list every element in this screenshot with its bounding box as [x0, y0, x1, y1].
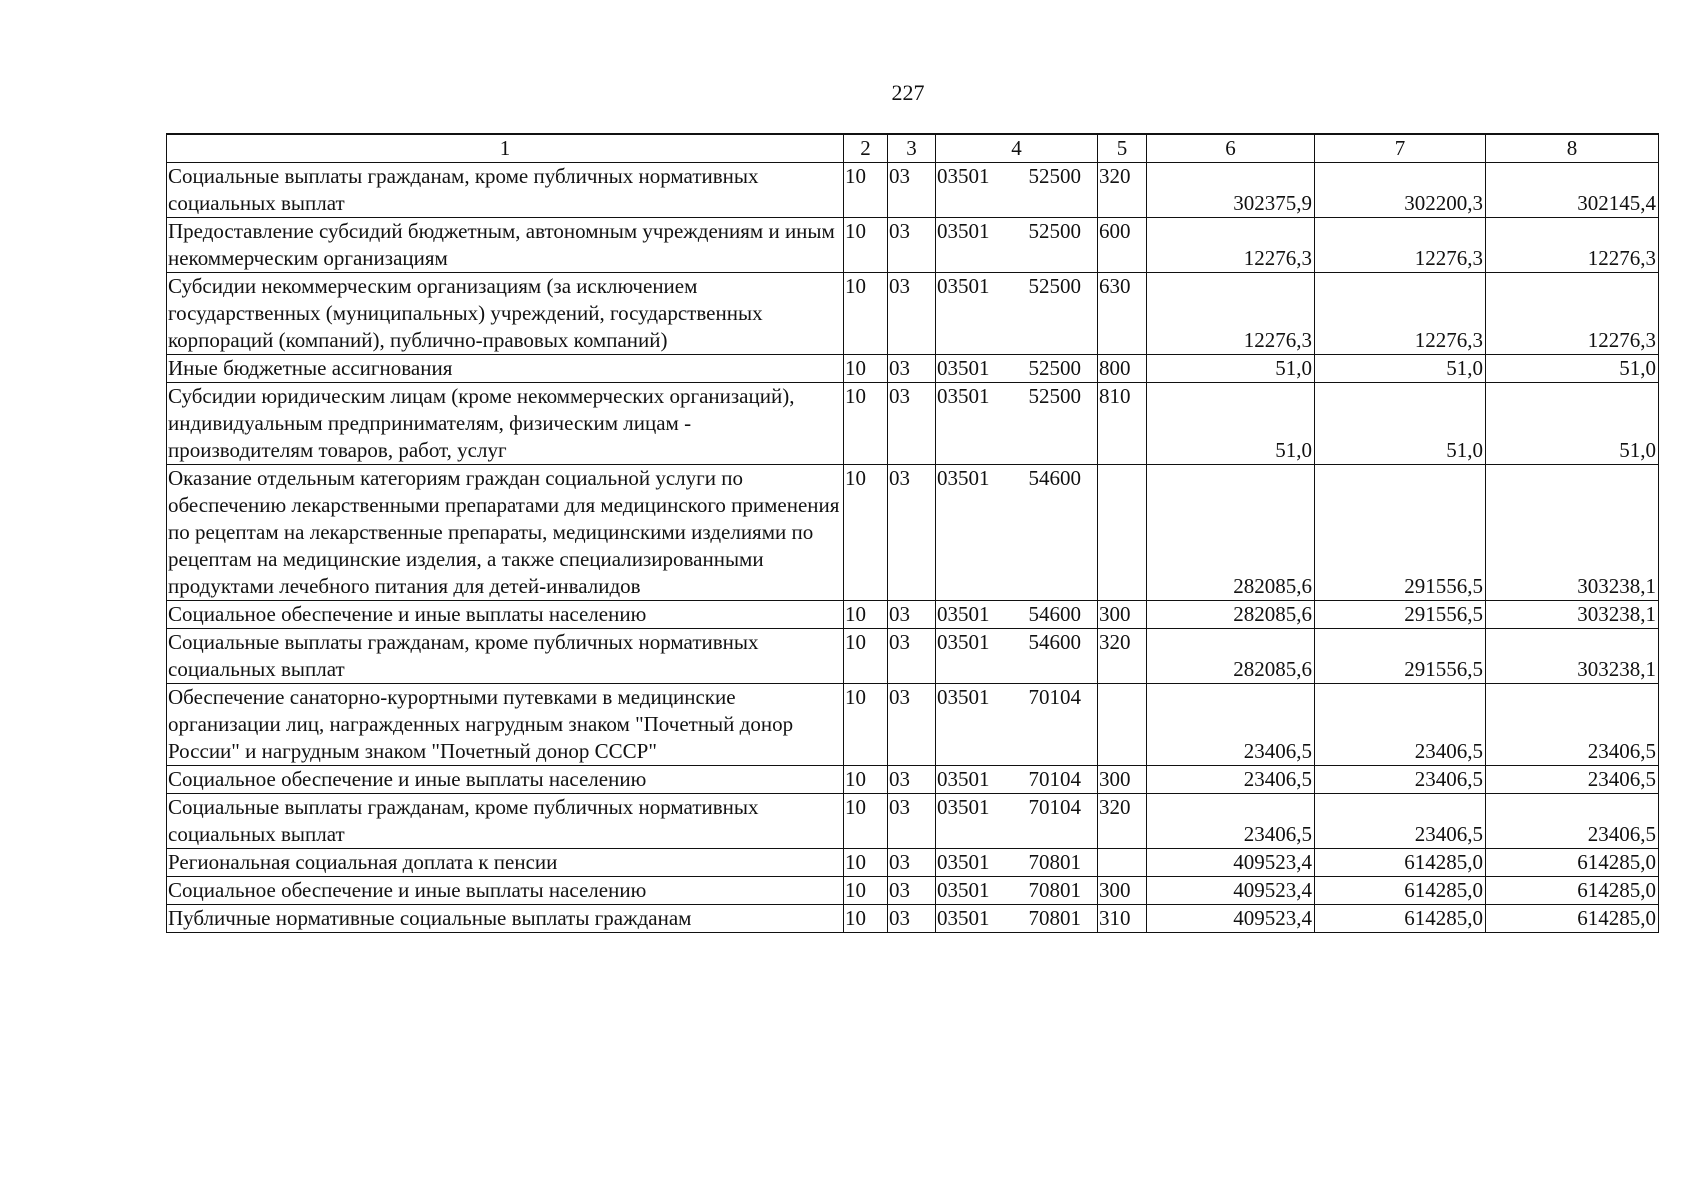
target-article-wrap — [937, 877, 1095, 904]
target-article-code — [936, 163, 1098, 218]
expense-type-code: 320 — [1098, 163, 1147, 218]
amount-col6: 23406,5 — [1147, 684, 1315, 766]
program-code: 03501 — [937, 906, 990, 930]
program-code: 03501 — [937, 795, 990, 819]
table-row — [167, 794, 1659, 849]
subsection-code: 03 — [888, 273, 936, 355]
amount-col7: 51,0 — [1315, 355, 1486, 383]
target-article-code — [936, 383, 1098, 465]
section-code: 10 — [844, 877, 888, 905]
amount-col8: 12276,3 — [1486, 273, 1659, 355]
row-name: Субсидии некоммерческим организациям (за исключением государственных (муниципальных) учреждений, государственных корпораций (компаний), публично-правовых компаний) — [167, 273, 844, 355]
table-row — [167, 355, 1659, 383]
target-article-code — [936, 794, 1098, 849]
program-code: 03501 — [937, 219, 990, 243]
expense-type-code — [1098, 849, 1147, 877]
expense-type-code: 300 — [1098, 601, 1147, 629]
table-row — [167, 629, 1659, 684]
program-code: 03501 — [937, 767, 990, 791]
amount-col6: 51,0 — [1147, 383, 1315, 465]
table-row — [167, 465, 1659, 601]
target-article-code — [936, 684, 1098, 766]
subsection-code: 03 — [888, 629, 936, 684]
subsection-code: 03 — [888, 383, 936, 465]
target-article-wrap — [937, 383, 1095, 410]
section-code: 10 — [844, 218, 888, 273]
direction-code: 70104 — [1028, 795, 1081, 819]
amount-col6: 12276,3 — [1147, 218, 1315, 273]
amount-col7: 23406,5 — [1315, 794, 1486, 849]
header-row — [167, 134, 1659, 163]
expense-type-code: 320 — [1098, 629, 1147, 684]
row-name: Оказание отдельным категориям граждан социальной услуги по обеспечению лекарственными препаратами для медицинского применения по рецептам на лекарственные препараты, медицинскими изделиями по рецептам на медицинские изделия, а также специализированными продуктами лечебного питания для детей-инвалидов — [167, 465, 844, 601]
table-row — [167, 766, 1659, 794]
target-article-code — [936, 849, 1098, 877]
amount-col7: 291556,5 — [1315, 465, 1486, 601]
page-number: 227 — [891, 80, 925, 105]
direction-code: 70104 — [1028, 767, 1081, 791]
amount-col8: 303238,1 — [1486, 629, 1659, 684]
target-article-wrap — [937, 684, 1095, 711]
amount-col6: 409523,4 — [1147, 877, 1315, 905]
program-code: 03501 — [937, 274, 990, 298]
header-cell: 3 — [888, 134, 936, 163]
row-name: Иные бюджетные ассигнования — [167, 355, 844, 383]
amount-col7: 291556,5 — [1315, 601, 1486, 629]
header-cell: 8 — [1486, 134, 1659, 163]
row-name: Субсидии юридическим лицам (кроме некоммерческих организаций), индивидуальным предпринимателям, физическим лицам - производителям товаров, работ, услуг — [167, 383, 844, 465]
expense-type-code: 300 — [1098, 877, 1147, 905]
row-name: Предоставление субсидий бюджетным, автономным учреждениям и иным некоммерческим организациям — [167, 218, 844, 273]
header-cell: 2 — [844, 134, 888, 163]
amount-col8: 12276,3 — [1486, 218, 1659, 273]
section-code: 10 — [844, 465, 888, 601]
section-code: 10 — [844, 766, 888, 794]
subsection-code: 03 — [888, 465, 936, 601]
amount-col7: 12276,3 — [1315, 218, 1486, 273]
target-article-code — [936, 218, 1098, 273]
amount-col7: 51,0 — [1315, 383, 1486, 465]
amount-col7: 302200,3 — [1315, 163, 1486, 218]
target-article-code — [936, 465, 1098, 601]
subsection-code: 03 — [888, 905, 936, 933]
amount-col6: 23406,5 — [1147, 766, 1315, 794]
amount-col8: 303238,1 — [1486, 601, 1659, 629]
amount-col8: 302145,4 — [1486, 163, 1659, 218]
table-row — [167, 849, 1659, 877]
program-code: 03501 — [937, 630, 990, 654]
direction-code: 70104 — [1028, 685, 1081, 709]
expense-type-code — [1098, 684, 1147, 766]
header-cell: 6 — [1147, 134, 1315, 163]
target-article-code — [936, 905, 1098, 933]
amount-col6: 302375,9 — [1147, 163, 1315, 218]
amount-col6: 23406,5 — [1147, 794, 1315, 849]
section-code: 10 — [844, 601, 888, 629]
amount-col8: 23406,5 — [1486, 684, 1659, 766]
direction-code: 52500 — [1028, 219, 1081, 243]
section-code: 10 — [844, 905, 888, 933]
program-code: 03501 — [937, 164, 990, 188]
target-article-code — [936, 877, 1098, 905]
amount-col7: 614285,0 — [1315, 905, 1486, 933]
table-row — [167, 684, 1659, 766]
amount-col7: 614285,0 — [1315, 849, 1486, 877]
header-cell: 1 — [167, 134, 844, 163]
direction-code: 54600 — [1028, 630, 1081, 654]
subsection-code: 03 — [888, 877, 936, 905]
amount-col8: 614285,0 — [1486, 905, 1659, 933]
budget-table — [166, 133, 1659, 933]
target-article-wrap — [937, 794, 1095, 821]
table-row — [167, 877, 1659, 905]
target-article-wrap — [937, 273, 1095, 300]
table-row — [167, 273, 1659, 355]
section-code: 10 — [844, 629, 888, 684]
expense-type-code — [1098, 465, 1147, 601]
amount-col8: 51,0 — [1486, 355, 1659, 383]
target-article-wrap — [937, 465, 1095, 492]
amount-col6: 409523,4 — [1147, 905, 1315, 933]
expense-type-code: 320 — [1098, 794, 1147, 849]
subsection-code: 03 — [888, 355, 936, 383]
header-cell: 5 — [1098, 134, 1147, 163]
expense-type-code: 600 — [1098, 218, 1147, 273]
direction-code: 52500 — [1028, 274, 1081, 298]
amount-col8: 51,0 — [1486, 383, 1659, 465]
direction-code: 70801 — [1028, 878, 1081, 902]
row-name: Социальное обеспечение и иные выплаты населению — [167, 766, 844, 794]
target-article-code — [936, 273, 1098, 355]
target-article-wrap — [937, 218, 1095, 245]
target-article-code — [936, 355, 1098, 383]
amount-col8: 614285,0 — [1486, 877, 1659, 905]
table-row — [167, 905, 1659, 933]
subsection-code: 03 — [888, 766, 936, 794]
amount-col7: 291556,5 — [1315, 629, 1486, 684]
subsection-code: 03 — [888, 794, 936, 849]
program-code: 03501 — [937, 466, 990, 490]
amount-col6: 409523,4 — [1147, 849, 1315, 877]
header-cell: 7 — [1315, 134, 1486, 163]
section-code: 10 — [844, 684, 888, 766]
row-name: Социальное обеспечение и иные выплаты населению — [167, 877, 844, 905]
table-row — [167, 218, 1659, 273]
amount-col6: 282085,6 — [1147, 465, 1315, 601]
amount-col6: 12276,3 — [1147, 273, 1315, 355]
section-code: 10 — [844, 383, 888, 465]
target-article-wrap — [937, 163, 1095, 190]
row-name: Обеспечение санаторно-курортными путевками в медицинские организации лиц, награжденных нагрудным знаком "Почетный донор России" и нагрудным знаком "Почетный донор СССР" — [167, 684, 844, 766]
target-article-code — [936, 766, 1098, 794]
table-row — [167, 601, 1659, 629]
target-article-code — [936, 629, 1098, 684]
program-code: 03501 — [937, 356, 990, 380]
row-name: Социальные выплаты гражданам, кроме публичных нормативных социальных выплат — [167, 794, 844, 849]
amount-col6: 282085,6 — [1147, 629, 1315, 684]
target-article-wrap — [937, 629, 1095, 656]
program-code: 03501 — [937, 602, 990, 626]
target-article-wrap — [937, 905, 1095, 932]
amount-col8: 23406,5 — [1486, 794, 1659, 849]
expense-type-code: 630 — [1098, 273, 1147, 355]
amount-col7: 23406,5 — [1315, 766, 1486, 794]
direction-code: 54600 — [1028, 602, 1081, 626]
direction-code: 52500 — [1028, 356, 1081, 380]
amount-col7: 614285,0 — [1315, 877, 1486, 905]
section-code: 10 — [844, 355, 888, 383]
amount-col7: 12276,3 — [1315, 273, 1486, 355]
header-cell: 4 — [936, 134, 1098, 163]
row-name: Публичные нормативные социальные выплаты гражданам — [167, 905, 844, 933]
subsection-code: 03 — [888, 163, 936, 218]
direction-code: 70801 — [1028, 906, 1081, 930]
direction-code: 52500 — [1028, 164, 1081, 188]
target-article-wrap — [937, 766, 1095, 793]
direction-code: 54600 — [1028, 466, 1081, 490]
target-article-wrap — [937, 849, 1095, 876]
section-code: 10 — [844, 849, 888, 877]
expense-type-code: 310 — [1098, 905, 1147, 933]
expense-type-code: 800 — [1098, 355, 1147, 383]
subsection-code: 03 — [888, 684, 936, 766]
expense-type-code: 300 — [1098, 766, 1147, 794]
section-code: 10 — [844, 794, 888, 849]
target-article-wrap — [937, 601, 1095, 628]
row-name: Региональная социальная доплата к пенсии — [167, 849, 844, 877]
target-article-code — [936, 601, 1098, 629]
expense-type-code: 810 — [1098, 383, 1147, 465]
section-code: 10 — [844, 273, 888, 355]
direction-code: 70801 — [1028, 850, 1081, 874]
program-code: 03501 — [937, 850, 990, 874]
row-name: Социальные выплаты гражданам, кроме публичных нормативных социальных выплат — [167, 163, 844, 218]
subsection-code: 03 — [888, 849, 936, 877]
amount-col6: 51,0 — [1147, 355, 1315, 383]
amount-col8: 303238,1 — [1486, 465, 1659, 601]
amount-col8: 614285,0 — [1486, 849, 1659, 877]
row-name: Социальное обеспечение и иные выплаты населению — [167, 601, 844, 629]
amount-col6: 282085,6 — [1147, 601, 1315, 629]
program-code: 03501 — [937, 685, 990, 709]
table-row — [167, 163, 1659, 218]
amount-col7: 23406,5 — [1315, 684, 1486, 766]
amount-col8: 23406,5 — [1486, 766, 1659, 794]
direction-code: 52500 — [1028, 384, 1081, 408]
target-article-wrap — [937, 355, 1095, 382]
program-code: 03501 — [937, 384, 990, 408]
section-code: 10 — [844, 163, 888, 218]
subsection-code: 03 — [888, 601, 936, 629]
subsection-code: 03 — [888, 218, 936, 273]
row-name: Социальные выплаты гражданам, кроме публичных нормативных социальных выплат — [167, 629, 844, 684]
program-code: 03501 — [937, 878, 990, 902]
table-row — [167, 383, 1659, 465]
